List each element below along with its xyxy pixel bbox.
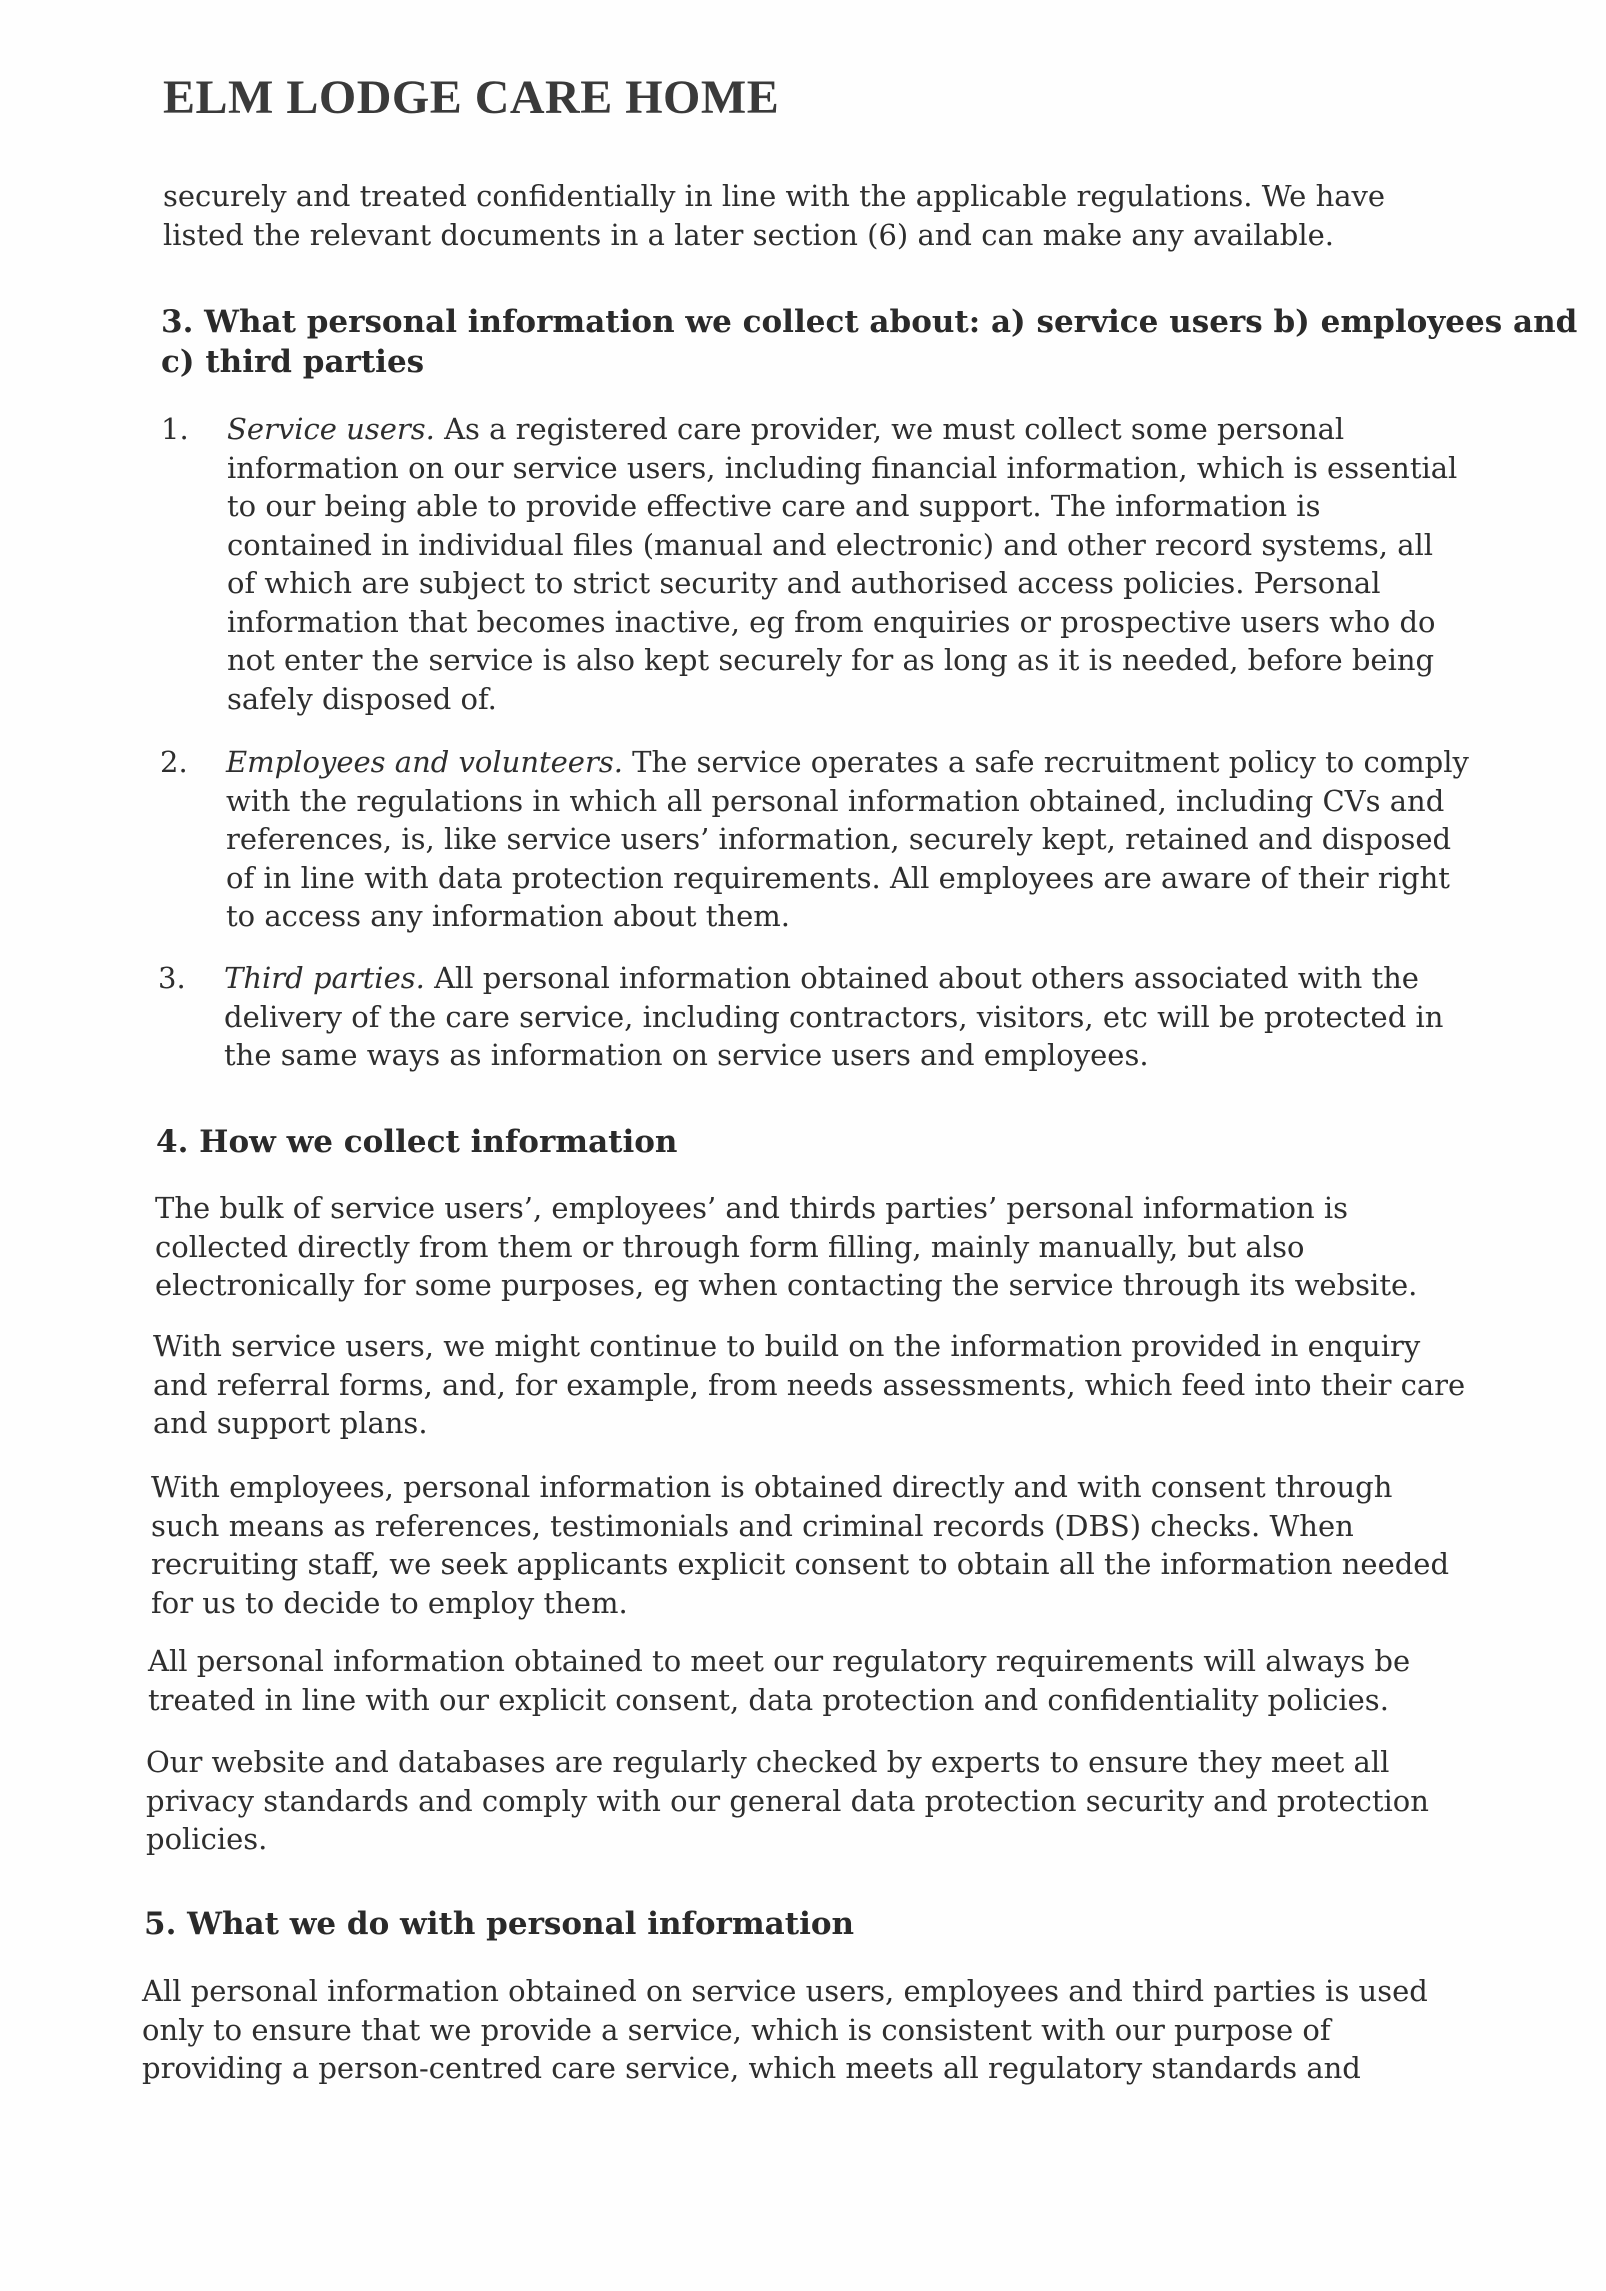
text-line: delivery of the care service, including contractors, visitors, etc will be protected in (224, 999, 1444, 1034)
text-line: policies. (146, 1822, 268, 1856)
item-first-line: The service operates a safe recruitment policy to comply (622, 745, 1469, 779)
item-lead: Service users. (227, 412, 435, 446)
text-line: Our website and databases are regularly checked by experts to ensure they meet all (146, 1745, 1390, 1779)
item-lead: Third parties. (224, 961, 425, 995)
text-line: only to ensure that we provide a service, which is consistent with our purpose of (142, 2012, 1331, 2047)
section-5-paragraph (142, 1972, 1428, 2088)
text-line: All personal information obtained to meet our regulatory requirements will always be (148, 1644, 1411, 1678)
text-line: and referral forms, and, for example, from needs assessments, which feed into their care (153, 1367, 1466, 1402)
text-line: safely disposed of. (227, 681, 497, 716)
text-line: listed the relevant documents in a later section (6) and can make any available. (163, 217, 1334, 252)
text-line: All personal information obtained on service users, employees and third parties is used (142, 1974, 1428, 2008)
text-line: of which are subject to strict security and authorised access policies. Personal (227, 566, 1381, 600)
section-4-heading: 4. How we collect information (156, 1124, 678, 1160)
list-number: 2. (160, 745, 188, 779)
text-line: contained in individual files (manual and electronic) and other record systems, all (227, 527, 1434, 562)
text-line (227, 410, 1457, 449)
text-line (226, 743, 1469, 782)
document-title: ELM LODGE CARE HOME (163, 71, 780, 124)
item-lead: Employees and volunteers. (226, 745, 623, 779)
list-item-text (224, 959, 1443, 1075)
text-line: not enter the service is also kept securely for as long as it is needed, before being (227, 643, 1435, 677)
text-line: the same ways as information on service users and employees. (224, 1038, 1149, 1072)
text-line: to our being able to provide effective care and support. The information is (227, 489, 1321, 523)
text-line: privacy standards and comply with our general data protection security and protection (146, 1783, 1429, 1818)
item-first-line: All personal information obtained about others associated with the (424, 961, 1419, 995)
section-4-paragraph (148, 1642, 1410, 1719)
section-4-paragraph (151, 1468, 1449, 1622)
section-4-paragraph (153, 1327, 1465, 1443)
heading-line: c) third parties (161, 344, 425, 380)
text-line: information that becomes inactive, eg from enquiries or prospective users who do (227, 604, 1436, 639)
section-4-paragraph (146, 1743, 1429, 1859)
section-5-heading: 5. What we do with personal information (144, 1906, 855, 1942)
list-item-text (227, 410, 1457, 718)
text-line: information on our service users, including financial information, which is essential (227, 450, 1458, 485)
text-line: treated in line with our explicit consent, data protection and confidentiality policies. (148, 1682, 1389, 1717)
text-line: securely and treated confidentially in line with the applicable regulations. We have (163, 179, 1386, 213)
text-line: With employees, personal information is obtained directly and with consent through (151, 1470, 1393, 1504)
text-line: such means as references, testimonials and criminal records (DBS) checks. When (151, 1508, 1354, 1543)
item-first-line: As a registered care provider, we must collect some personal (434, 412, 1345, 446)
text-line: references, is, like service users’ information, securely kept, retained and disposed (226, 822, 1452, 856)
text-line: With service users, we might continue to build on the information provided in enquiry (153, 1329, 1421, 1363)
text-line: to access any information about them. (226, 899, 790, 933)
text-line: The bulk of service users’, employees’ and thirds parties’ personal information is (155, 1191, 1349, 1225)
text-line: with the regulations in which all personal information obtained, including CVs and (226, 783, 1445, 818)
intro-paragraph (163, 177, 1385, 254)
text-line: collected directly from them or through form filling, mainly manually, but also (155, 1229, 1305, 1264)
text-line: and support plans. (153, 1406, 428, 1440)
text-line (224, 959, 1443, 998)
text-line: for us to decide to employ them. (151, 1585, 628, 1620)
text-line: electronically for some purposes, eg when contacting the service through its website. (155, 1268, 1418, 1302)
text-line: recruiting staff, we seek applicants explicit consent to obtain all the information needed (151, 1547, 1450, 1581)
text-line: providing a person-centred care service, which meets all regulatory standards and (142, 2051, 1361, 2085)
section-4-paragraph (155, 1189, 1417, 1305)
list-item-text (226, 743, 1469, 936)
list-number: 3. (158, 961, 186, 995)
heading-line: 3. What personal information we collect about: a) service users b) employees and (161, 304, 1578, 340)
list-number: 1. (161, 412, 189, 446)
section-3-heading (161, 302, 1577, 382)
text-line: of in line with data protection requirements. All employees are aware of their right (226, 860, 1450, 895)
